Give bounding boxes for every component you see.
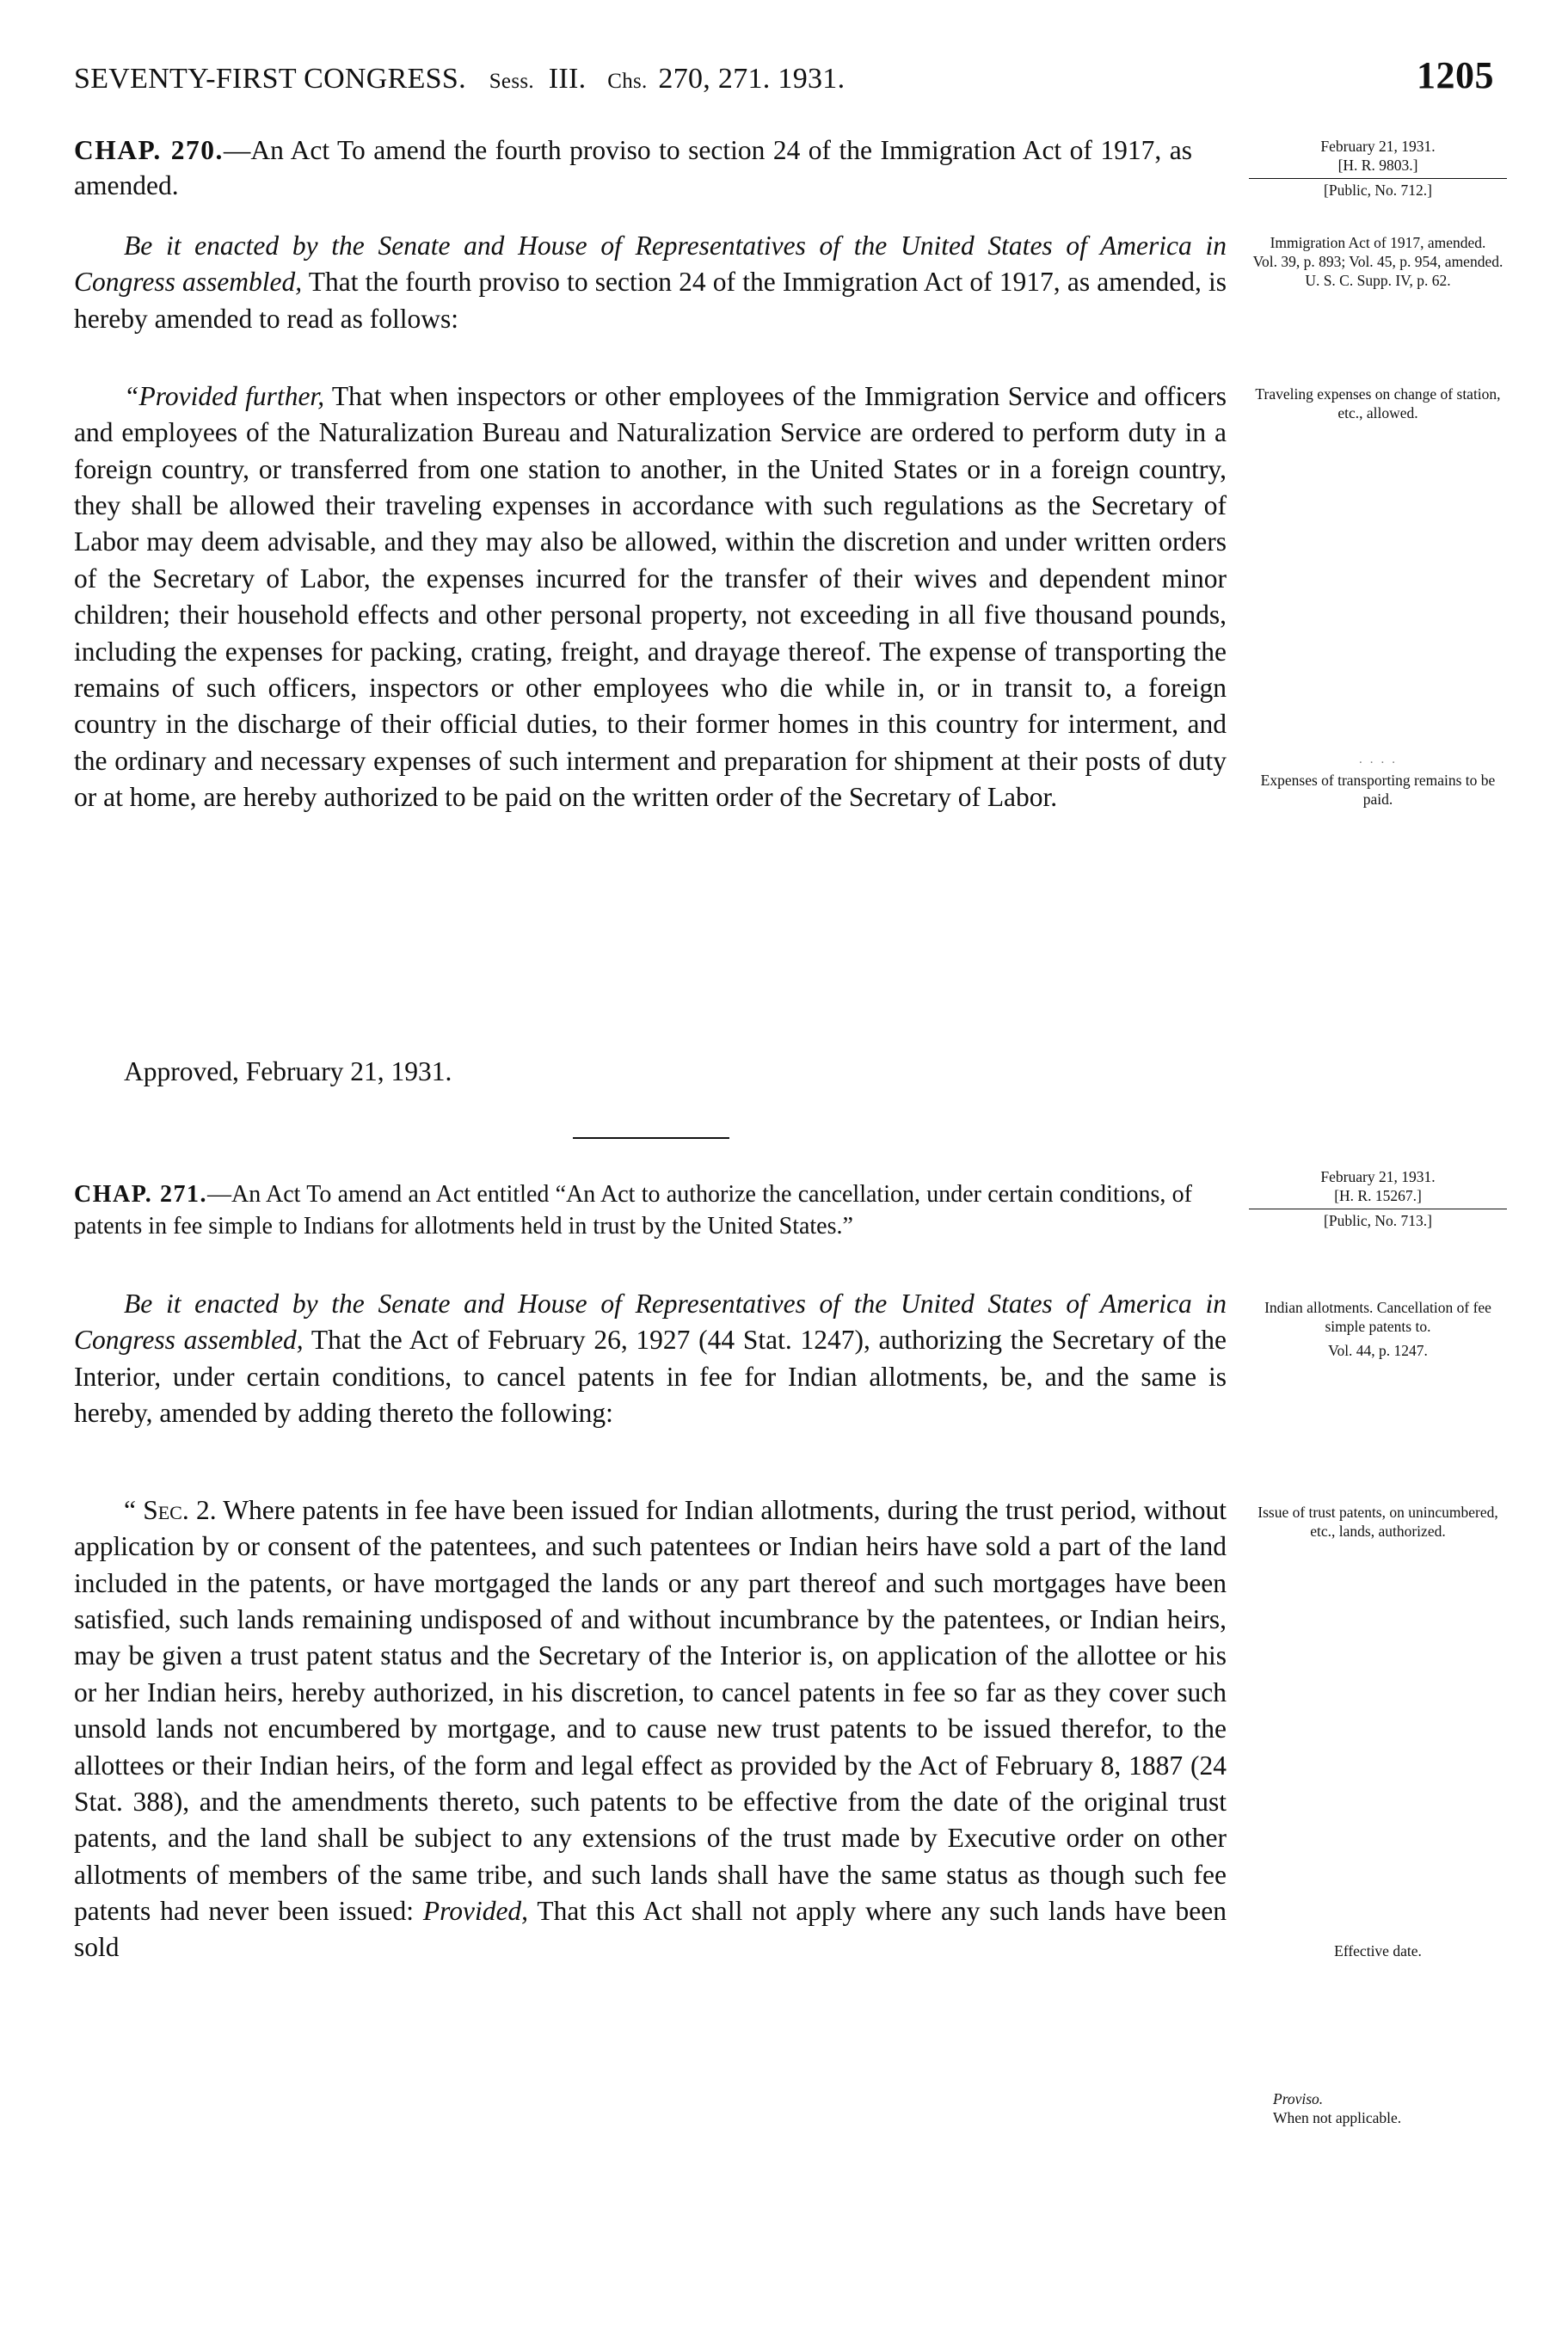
running-head-congress: SEVENTY-FIRST CONGRESS.	[74, 63, 466, 95]
sidenote-rule	[1249, 178, 1507, 179]
sidenote-expenses-remains: Expenses of transporting remains to be paid.	[1260, 771, 1496, 808]
enacting-rest-270: That the fourth proviso to section 24 of the Immigration Act of 1917, as amended, is hereby amended to read as follows:	[74, 267, 1227, 334]
chapter-270-enacting-paragraph	[74, 228, 1227, 337]
running-head-sess-label: Sess.	[489, 70, 534, 93]
chapter-271-sidenote-trust-patents	[1249, 1504, 1507, 1541]
sidenote-indian-allotments: Indian allotments. Cancellation of fee simple patents to.	[1264, 1299, 1491, 1335]
sidenote-proviso-label: Proviso.	[1273, 2090, 1324, 2107]
chapter-270-sidenote-remains	[1249, 755, 1507, 809]
chapter-271-sec2-paragraph	[74, 1492, 1227, 1966]
chapter-270-sidenote-immigration	[1249, 234, 1507, 291]
running-head-chapters: 270, 271. 1931.	[658, 63, 845, 95]
chapter-271-date: February 21, 1931.	[1320, 1168, 1436, 1185]
sidenote-dot-leader: · · · ·	[1358, 756, 1398, 770]
chapter-271-sidenote-proviso	[1273, 2090, 1531, 2128]
enacting-rest-271: That the Act of February 26, 1927 (44 Stat. 1247), authorizing the Secretary of the Interior, under certain conditions, to cancel patents in fee for Indian allotments, be, and the same is hereby, amended by adding thereto the following:	[74, 1325, 1227, 1429]
enacting-formula-271: Be it enacted by the Senate and House of Representatives of the United States of America in Congress assembled,	[74, 1289, 1227, 1356]
sidenote-vol39: Vol. 39, p. 893; Vol. 45, p. 954, amended.	[1252, 252, 1503, 270]
chapter-271-sidenote-allotments	[1249, 1299, 1507, 1361]
chapter-270-date-note	[1249, 138, 1507, 200]
running-head-left	[74, 63, 845, 95]
approved-270: Approved, February 21, 1931.	[124, 1056, 452, 1086]
chapter-270-enacting-clause	[74, 228, 1227, 337]
running-head	[74, 53, 1494, 97]
sec2-body: Where patents in fee have been issued for Indian allotments, during the trust period, without application by or consent of the patentees, and such patentees or Indian heirs have sold a part of the land included in the patents, or have mortgaged the lands or any part thereof and such mortgages have been satisfied, such lands remaining undisposed of and without incumbrance by the patentees, or Indian heirs, may be given a trust patent status and the Secretary of the Interior is, on application of the allottee or his or her Indian heirs, hereby authorized, in his discretion, to cancel patents in fee so far as they cover such unsold lands not encumbered by mortgage, and to cause new trust patents to be issued therefor, to the allottees or their Indian heirs, of the form and legal effect as provided by the Act of February 8, 1887 (24 Stat. 388), and the amendments thereto, such patents to be effective from the date of the original trust patents, and the land shall be subject to any extensions of the trust made by Executive order on other allotments of members of the same tribe, and such lands shall have the same status as though such fee patents had never been issued:	[74, 1495, 1227, 1926]
sidenote-traveling-expenses: Traveling expenses on change of station, etc., allowed.	[1255, 385, 1501, 421]
proviso-opening-270: “Provided further,	[124, 381, 325, 411]
sidenote-usc: U. S. C. Supp. IV, p. 62.	[1305, 271, 1451, 289]
chapter-270-heading	[74, 133, 1192, 204]
chapter-271-title: —An Act To amend an Act entitled “An Act to authorize the cancellation, under certain conditions, of patents in fee simple to Indians for allotments held in trust by the United States.”	[74, 1181, 1192, 1240]
chapter-270-bill: [H. R. 9803.]	[1337, 156, 1418, 174]
chapter-270-label: CHAP. 270.	[74, 135, 224, 165]
page-number: 1205	[1417, 54, 1494, 96]
sidenote-immigration-act: Immigration Act of 1917, amended.	[1270, 234, 1486, 251]
chapter-270-public: [Public, No. 712.]	[1324, 181, 1432, 199]
chapter-271-public: [Public, No. 713.]	[1324, 1211, 1432, 1229]
chapter-271-date-note	[1249, 1168, 1507, 1231]
chapter-270-sidenote-traveling	[1249, 385, 1507, 423]
chapter-271-heading	[74, 1178, 1192, 1242]
chapter-271-label: CHAP. 271.	[74, 1181, 208, 1208]
running-head-chs-label: Chs.	[607, 70, 648, 93]
sec2-opening: “ Sec. 2.	[124, 1495, 217, 1525]
enacting-formula-270: Be it enacted by the Senate and House of Representatives of the United States of America in Congress assembled,	[74, 231, 1227, 298]
sidenote-issue-trust-patents: Issue of trust patents, on unincumbered, etc., lands, authorized.	[1257, 1504, 1498, 1540]
chapter-271-sidenote-effective-date	[1249, 1942, 1507, 1961]
sidenote-effective-date: Effective date.	[1334, 1942, 1422, 1959]
sidenote-vol44: Vol. 44, p. 1247.	[1328, 1341, 1428, 1359]
chapter-271-enacting-paragraph	[74, 1286, 1227, 1431]
sec2-tail: That this Act shall not apply where any such lands have been sold	[74, 1895, 1227, 1963]
proviso-body-270: That when inspectors or other employees of the Immigration Service and officers and employees of the Naturalization Bureau and Naturalization Service are ordered to perform duty in a foreign country, or transferred from one station to another, in the United States or in a foreign country, they shall be allowed their traveling expenses in accordance with such regulations as the Secretary of Labor may deem advisable, and they may also be allowed, within the discretion and under written orders of the Secretary of Labor, the expenses incurred for the transfer of their wives and dependent minor children; their household effects and other personal property, not exceeding in all five thousand pounds, including the expenses for packing, crating, freight, and drayage thereof. The expense of transporting the remains of such officers, inspectors or other employees who die while in, or in transit to, a foreign country in the discharge of their official duties, to their former homes in this country for interment, and the ordinary and necessary expenses of such interment and preparation for shipment at their posts of duty or at home, are hereby authorized to be paid on the written order of the Secretary of Labor.	[74, 381, 1227, 812]
chapter-270-proviso	[74, 378, 1227, 815]
chapter-270-approved-line	[74, 1054, 1227, 1090]
chapter-270-title: —An Act To amend the fourth proviso to section 24 of the Immigration Act of 1917, as amended.	[74, 135, 1192, 200]
chapter-271-enacting-clause	[74, 1286, 1227, 1431]
chapter-270-date: February 21, 1931.	[1320, 138, 1436, 155]
sec2-proviso-italic: Provided,	[422, 1895, 529, 1926]
running-head-sess-number: III.	[548, 63, 587, 95]
chapter-270-proviso-paragraph	[74, 378, 1227, 815]
chapter-271-bill: [H. R. 15267.]	[1334, 1186, 1422, 1204]
section-divider	[573, 1137, 729, 1139]
chapter-271-section-2	[74, 1492, 1227, 1966]
sidenote-when-not-applicable: When not applicable.	[1273, 2108, 1402, 2126]
